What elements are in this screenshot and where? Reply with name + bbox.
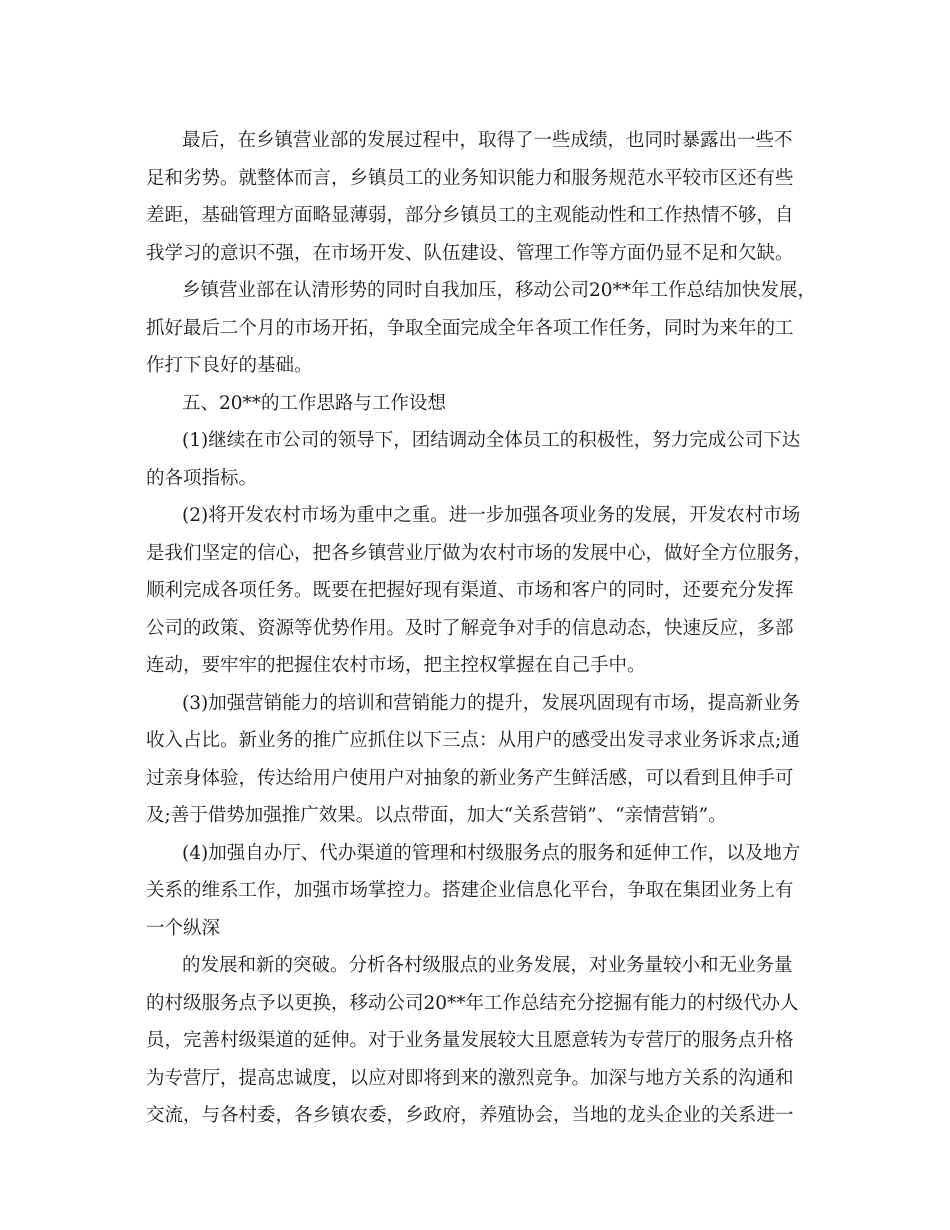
text-line: 连动，要牢牢的把握住农村市场，把主控权掌握在自己手中。 <box>146 655 646 676</box>
text-line: 员，完善村级渠道的延伸。对于业务量发展较大且愿意转为专营厅的服务点升格 <box>146 1030 794 1051</box>
text-line: 的村级服务点予以更换，移动公司20**年工作总结充分挖掘有能力的村级代办人 <box>146 992 799 1014</box>
text-line: 过亲身体验，传达给用户使用户对抽象的新业务产生鲜活感，可以看到且伸手可 <box>146 767 794 789</box>
paragraph-self-pressure <box>146 272 817 385</box>
text-line: 公司的政策、资源等优势作用。及时了解竞争对手的信息动态，快速反应，多部 <box>146 617 794 639</box>
text-line: 交流，与各村委，各乡镇农委，乡政府，养殖协会，当地的龙头企业的关系进一 <box>146 1105 794 1126</box>
paragraph-summary-shortcomings <box>146 122 806 272</box>
text-line: (4)加强自办厅、代办渠道的管理和村级服务点的服务和延伸工作，以及地方 <box>182 842 801 864</box>
paragraph-development-breakthrough <box>146 947 806 1135</box>
section-heading <box>146 385 806 423</box>
text-line: 乡镇营业部在认清形势的同时自我加压，移动公司20**年工作总结加快发展， <box>182 280 817 301</box>
document-body <box>146 122 817 1135</box>
text-line: 我学习的意识不强，在市场开发、队伍建设、管理工作等方面仍显不足和欠缺。 <box>146 242 794 264</box>
text-line: (2)将开发农村市场为重中之重。进一步加强各项业务的发展，开发农村市场 <box>182 505 801 526</box>
text-line: 差距，基础管理方面略显薄弱，部分乡镇员工的主观能动性和工作热情不够，自 <box>146 205 794 226</box>
text-line: 关系的维系工作，加强市场掌控力。搭建企业信息化平台，争取在集团业务上有 <box>146 880 794 901</box>
text-line: 足和劣势。就整体而言，乡镇员工的业务知识能力和服务规范水平较市区还有些 <box>146 167 794 189</box>
text-line: 是我们坚定的信心，把各乡镇营业厅做为农村市场的发展中心，做好全方位服务， <box>146 542 813 564</box>
list-item-4 <box>146 835 806 948</box>
text-line: 一个纵深 <box>146 917 221 939</box>
text-line: 收入占比。新业务的推广应抓住以下三点：从用户的感受出发寻求业务诉求点;通 <box>146 730 800 751</box>
text-line: (1)继续在市公司的领导下，团结调动全体员工的积极性，努力完成公司下达 <box>182 430 801 451</box>
text-line: 顺利完成各项任务。既要在把握好现有渠道、市场和客户的同时，还要充分发挥 <box>146 580 794 601</box>
text-line: 及;善于借势加强推广效果。以点带面，加大“关系营销”、“亲情营销”。 <box>146 805 727 826</box>
text-line: (3)加强营销能力的培训和营销能力的提升，发展巩固现有市场，提高新业务 <box>182 692 801 714</box>
text-line: 抓好最后二个月的市场开拓，争取全面完成全年各项工作任务，同时为来年的工 <box>146 317 794 339</box>
list-item-3 <box>146 685 806 835</box>
text-line: 作打下良好的基础。 <box>146 355 313 376</box>
list-item-2 <box>146 497 813 685</box>
text-line: 最后，在乡镇营业部的发展过程中，取得了一些成绩，也同时暴露出一些不 <box>182 130 793 151</box>
section-title: 五、20**的工作思路与工作设想 <box>182 392 447 414</box>
list-item-1 <box>146 422 806 497</box>
text-line: 的各项指标。 <box>146 467 258 489</box>
text-line: 为专营厅，提高忠诚度，以应对即将到来的激烈竞争。加深与地方关系的沟通和 <box>146 1067 794 1089</box>
text-line: 的发展和新的突破。分析各村级服点的业务发展，对业务量较小和无业务量 <box>182 955 793 976</box>
